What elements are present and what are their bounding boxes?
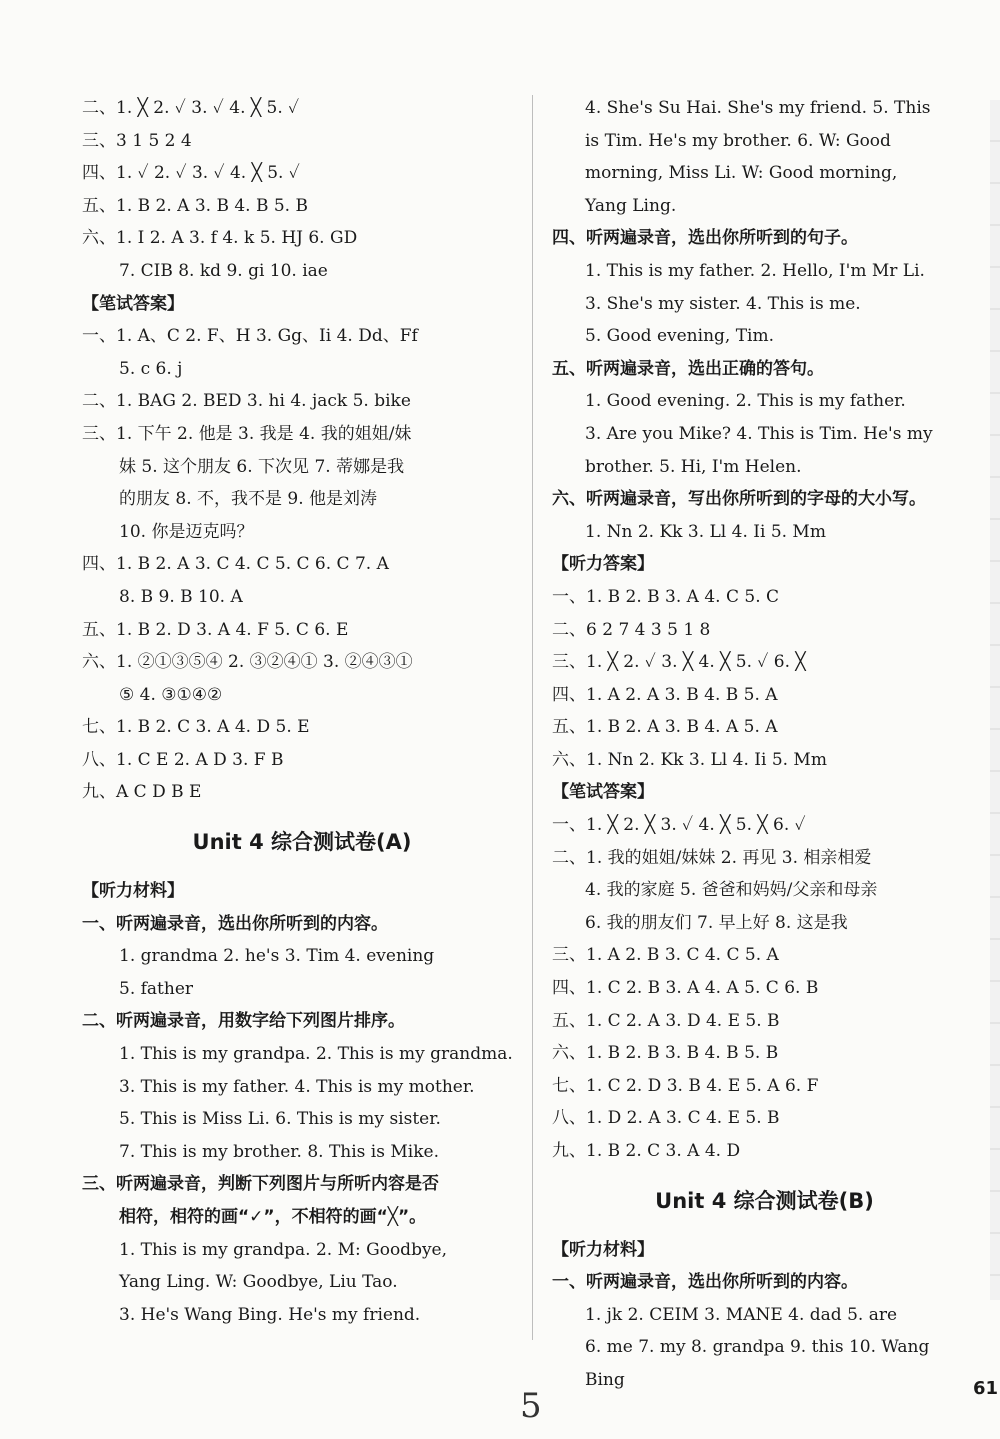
text-line: 三、听两遍录音，判断下列图片与所听内容是否	[82, 1174, 439, 1195]
column-divider	[532, 95, 533, 1340]
page-edge-decoration	[990, 100, 1000, 1300]
text-line: 五、听两遍录音，选出正确的答句。	[552, 358, 824, 379]
text-line: 一、1. ╳ 2. ╳ 3. ✓ 4. ╳ 5. ╳ 6. ✓	[552, 815, 806, 836]
text-line: 三、3 1 5 2 4	[82, 130, 192, 151]
text-line: 四、1. B 2. A 3. C 4. C 5. C 6. C 7. A	[82, 554, 389, 575]
text-line: 五、1. B 2. D 3. A 4. F 5. C 6. E	[82, 619, 349, 640]
text-line: 五、1. B 2. A 3. B 4. B 5. B	[82, 195, 308, 216]
text-line: 3. He's Wang Bing. He's my friend.	[119, 1304, 421, 1325]
text-line: 一、1. A、C 2. F、H 3. Gg、Ii 4. Dd、Ff	[82, 326, 418, 347]
text-line: 相符，相符的画“✓”，不相符的画“╳”。	[119, 1207, 427, 1227]
text-line: 七、1. C 2. D 3. B 4. E 5. A 6. F	[552, 1075, 819, 1096]
text-line: 六、听两遍录音，写出你所听到的字母的大小写。	[552, 489, 926, 510]
text-line: 四、听两遍录音，选出你所听到的句子。	[552, 228, 858, 249]
text-line: 【听力材料】	[552, 1239, 654, 1260]
handwritten-mark: 5	[520, 1386, 542, 1426]
text-line: 10. 你是迈克吗？	[119, 521, 254, 542]
text-line: Bing	[585, 1369, 625, 1390]
text-line: 5. c 6. j	[119, 358, 183, 379]
text-line: 八、1. D 2. A 3. C 4. E 5. B	[552, 1108, 780, 1129]
text-line: 6. 我的朋友们 7. 早上好 8. 这是我	[585, 912, 848, 933]
text-line: 妹 5. 这个朋友 6. 下次见 7. 蒂娜是我	[119, 456, 405, 477]
text-line: 3. This is my father. 4. This is my mother.	[119, 1076, 475, 1097]
text-line: 【听力答案】	[552, 554, 654, 575]
text-line: is Tim. He's my brother. 6. W: Good	[585, 130, 891, 151]
text-line: 六、1. Nn 2. Kk 3. Ll 4. Ii 5. Mm	[552, 749, 827, 770]
text-line: 二、6 2 7 4 3 5 1 8	[552, 619, 711, 640]
text-line: 7. This is my brother. 8. This is Mike.	[119, 1141, 439, 1162]
text-line: 五、1. B 2. A 3. B 4. A 5. A	[552, 717, 778, 738]
text-line: 六、1. B 2. B 3. B 4. B 5. B	[552, 1043, 779, 1064]
text-line: 6. me 7. my 8. grandpa 9. this 10. Wang	[585, 1337, 930, 1358]
text-line: 一、听两遍录音，选出你所听到的内容。	[552, 1272, 858, 1293]
text-line: Yang Ling.	[585, 195, 677, 216]
page-number: 61	[972, 1378, 998, 1399]
text-line: 二、1. ╳ 2. ✓ 3. ✓ 4. ╳ 5. ✓	[82, 98, 300, 118]
text-line: 三、1. A 2. B 3. C 4. C 5. A	[552, 945, 779, 966]
text-line: morning, Miss Li. W: Good morning,	[585, 163, 898, 184]
text-line: brother. 5. Hi, I'm Helen.	[585, 456, 802, 477]
text-line: 九、1. B 2. C 3. A 4. D	[552, 1141, 741, 1161]
text-line: 1. grandma 2. he's 3. Tim 4. evening	[119, 946, 435, 967]
text-line: 【笔试答案】	[82, 293, 184, 314]
text-line: 三、1. 下午 2. 他是 3. 我是 4. 我的姐姐/妹	[82, 423, 412, 444]
text-line: 一、1. B 2. B 3. A 4. C 5. C	[552, 586, 780, 607]
text-line: 4. 我的家庭 5. 爸爸和妈妈/父亲和母亲	[585, 880, 878, 901]
section-heading: Unit 4 综合测试卷(A)	[192, 830, 412, 855]
text-line: 7. CIB 8. kd 9. gi 10. iae	[119, 260, 328, 281]
text-line: 1. This is my grandpa. 2. M: Goodbye,	[119, 1239, 448, 1260]
text-line: 二、听两遍录音，用数字给下列图片排序。	[82, 1011, 405, 1032]
text-line: 5. father	[119, 978, 194, 999]
text-line: 五、1. C 2. A 3. D 4. E 5. B	[552, 1010, 780, 1031]
text-line: 1. Good evening. 2. This is my father.	[585, 391, 906, 412]
text-line: 1. This is my father. 2. Hello, I'm Mr Li.	[585, 260, 925, 281]
text-line: 九、A C D B E	[82, 782, 202, 803]
text-line: 3. She's my sister. 4. This is me.	[585, 293, 861, 314]
text-line: 二、1. BAG 2. BED 3. hi 4. jack 5. bike	[82, 391, 411, 412]
text-line: ⑤ 4. ③①④②	[119, 684, 223, 705]
text-line: 【笔试答案】	[552, 782, 654, 803]
text-line: 5. Good evening, Tim.	[585, 326, 775, 347]
text-line: 3. Are you Mike? 4. This is Tim. He's my	[585, 423, 933, 444]
text-line: 1. Nn 2. Kk 3. Ll 4. Ii 5. Mm	[585, 521, 826, 542]
text-line: 四、1. ✓ 2. ✓ 3. ✓ 4. ╳ 5. ✓	[82, 163, 300, 184]
text-line: Yang Ling. W: Goodbye, Liu Tao.	[119, 1272, 398, 1293]
left-column	[82, 92, 522, 1331]
text-line: 【听力材料】	[82, 881, 184, 902]
text-line: 四、1. C 2. B 3. A 4. A 5. C 6. B	[552, 978, 819, 999]
text-line: 三、1. ╳ 2. ✓ 3. ╳ 4. ╳ 5. ✓ 6. ╳	[552, 652, 806, 673]
right-column	[552, 92, 977, 1397]
text-line: 八、1. C E 2. A D 3. F B	[82, 749, 284, 770]
text-line: 5. This is Miss Li. 6. This is my sister.	[119, 1109, 441, 1130]
section-heading: Unit 4 综合测试卷(B)	[655, 1188, 874, 1213]
text-line: 二、1. 我的姐姐/妹妹 2. 再见 3. 相亲相爱	[552, 847, 872, 868]
text-line: 六、1. ②①③⑤④ 2. ③②④① 3. ②④③①	[82, 652, 413, 673]
text-line: 8. B 9. B 10. A	[119, 586, 243, 607]
text-line: 七、1. B 2. C 3. A 4. D 5. E	[82, 717, 310, 738]
text-line: 4. She's Su Hai. She's my friend. 5. This	[585, 98, 931, 118]
text-line: 一、听两遍录音，选出你所听到的内容。	[82, 913, 388, 934]
text-line: 四、1. A 2. A 3. B 4. B 5. A	[552, 684, 778, 705]
text-line: 的朋友 8. 不，我不是 9. 他是刘涛	[119, 489, 378, 510]
text-line: 1. This is my grandpa. 2. This is my grandma.	[119, 1044, 513, 1065]
text-line: 1. jk 2. CEIM 3. MANE 4. dad 5. are	[585, 1304, 898, 1325]
text-line: 六、1. I 2. A 3. f 4. k 5. HJ 6. GD	[82, 228, 358, 249]
